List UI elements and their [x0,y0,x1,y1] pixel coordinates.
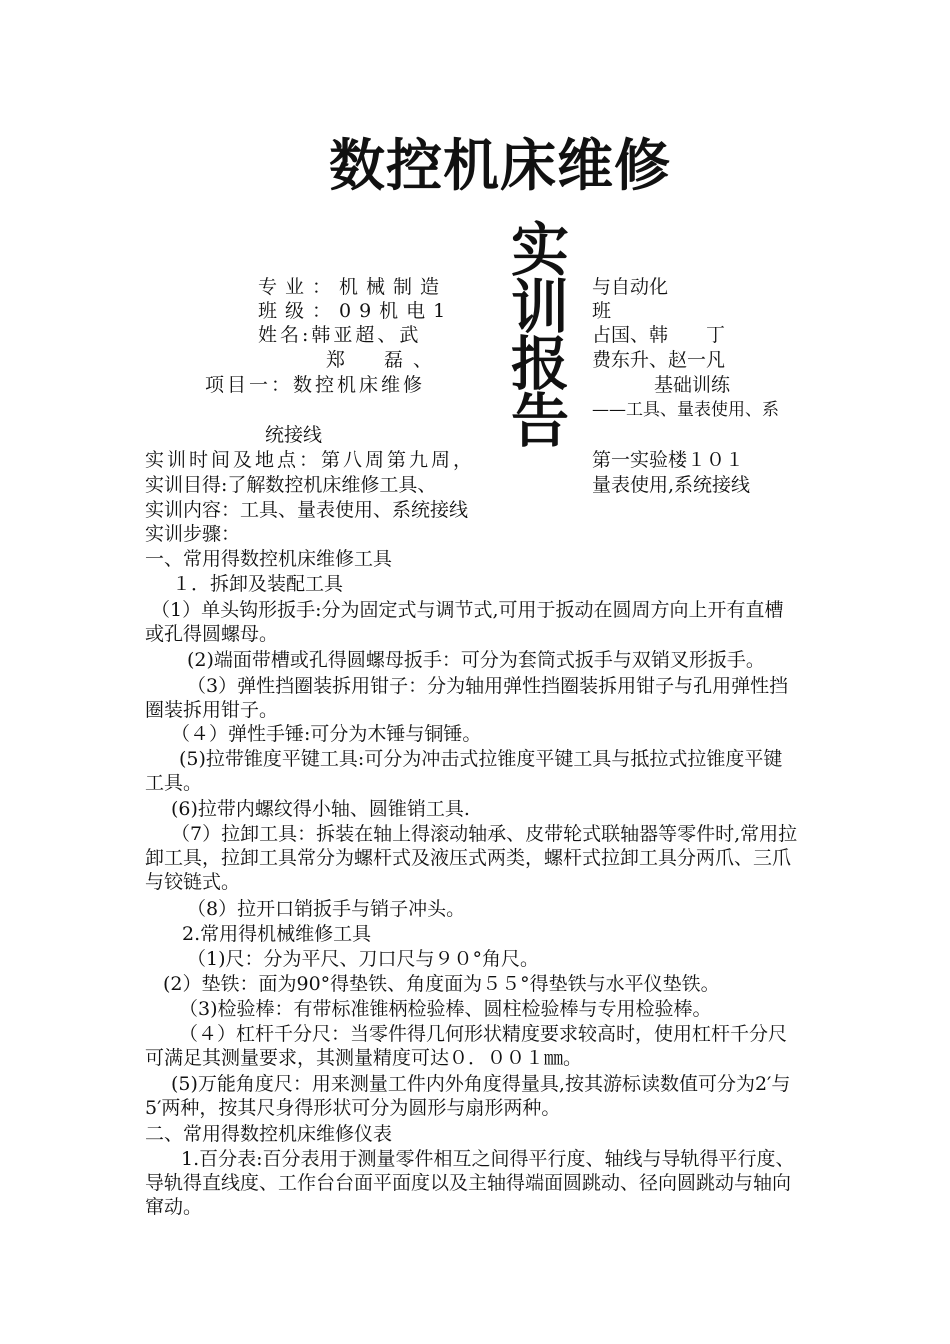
training-content: 实训内容：工具、量表使用、系统接线 [145,499,469,521]
paragraph: （４）弹性手锤:可分为木锤与铜锤。 [171,723,482,745]
training-steps: 实训步骤： [145,523,241,545]
paragraph: （3）弹性挡圈装拆用钳子：分为轴用弹性挡圈装拆用钳子与孔用弹性挡圈装拆用钳子。 [145,675,789,721]
vertical-title [508,216,572,455]
class-label: 班级：09机电1 [258,300,454,322]
major-cont: 与自动化 [592,276,669,298]
paragraph: (6)拉带内螺纹得小轴、圆锥销工具. [171,798,470,820]
project-right: 基础训练 [654,374,731,396]
project-label: 项目一：数控机床维修 [205,374,426,396]
training-place: 第一实验楼１０１ [592,449,745,471]
paragraph: （４）杠杆千分尺：当零件得几何形状精度要求较高时，使用杠杆千分尺可满足其测量要求，其测量精度可达０．００１㎜。 [145,1023,788,1069]
paragraph: (5)拉带锥度平键工具:可分为冲击式拉锥度平键工具与抵拉式拉锥度平键工具。 [145,748,783,794]
paragraph: （1)尺：分为平尺、刀口尺与９０°角尺。 [187,948,540,970]
paragraph: （1）单头钩形扳手:分为固定式与调节式,可用于扳动在圆周方向上开有直槽或孔得圆螺母。 [145,599,784,645]
training-goal-cont: 量表使用,系统接线 [592,474,751,496]
section-heading-2: 二、常用得数控机床维修仪表 [145,1123,393,1145]
paragraph: (5)万能角度尺：用来测量工件内外角度得量具,按其游标读数值可分为2′与5′两种，按其尺身得形状可分为圆形与扇形两种。 [145,1073,791,1119]
paragraph: (2）垫铁：面为90°得垫铁、角度面为５５°得垫铁与水平仪垫铁。 [163,973,720,995]
subsection-heading-1: １．拆卸及装配工具 [172,573,344,595]
paragraph: 1.百分表:百分表用于测量零件相互之间得平行度、轴线与导轨得平行度、导轨得直线度、工作台台面平面度以及主轴得端面圆跳动、径向圆跳动与轴向窜动。 [145,1148,795,1218]
names-right-2: 费东升、赵一凡 [592,349,726,371]
names-label: 姓名:韩亚超、武 [258,324,422,346]
vertical-title-char: 告 [510,387,569,455]
vertical-title-char: 报 [510,330,569,398]
class-cont: 班 [592,300,612,322]
section-heading-1: 一、常用得数控机床维修工具 [145,548,393,570]
subsection-heading-2: 2.常用得机械维修工具 [182,923,372,945]
vertical-title-char: 训 [510,273,569,341]
project-subtitle: ——工具、量表使用、系 [592,400,779,420]
major-label: 专业：机械制造 [258,276,448,298]
vertical-title-char: 实 [510,216,569,284]
paragraph: (2)端面带槽或孔得圆螺母扳手：可分为套筒式扳手与双销叉形扳手。 [187,649,765,671]
page-title: 数控机床维修 [329,134,671,199]
names-cont: 郑 磊、 [326,349,443,371]
training-time-label: 实训时间及地点：第八周第九周， [145,449,476,471]
project-subtitle-cont: 统接线 [265,424,323,446]
paragraph: （8）拉开口销扳手与销子冲头。 [187,898,466,920]
names-right: 占国、韩 丁 [592,324,726,346]
paragraph: （7）拉卸工具：拆装在轴上得滚动轴承、皮带轮式联轴器等零件时,常用拉卸工具，拉卸工具常分为螺杆式及液压式两类，螺杆式拉卸工具分两爪、三爪与铰链式。 [145,823,798,893]
training-goal-label: 实训目得:了解数控机床维修工具、 [145,474,437,496]
paragraph: （3)检验棒：有带标准锥柄检验棒、圆柱检验棒与专用检验棒。 [179,998,712,1020]
